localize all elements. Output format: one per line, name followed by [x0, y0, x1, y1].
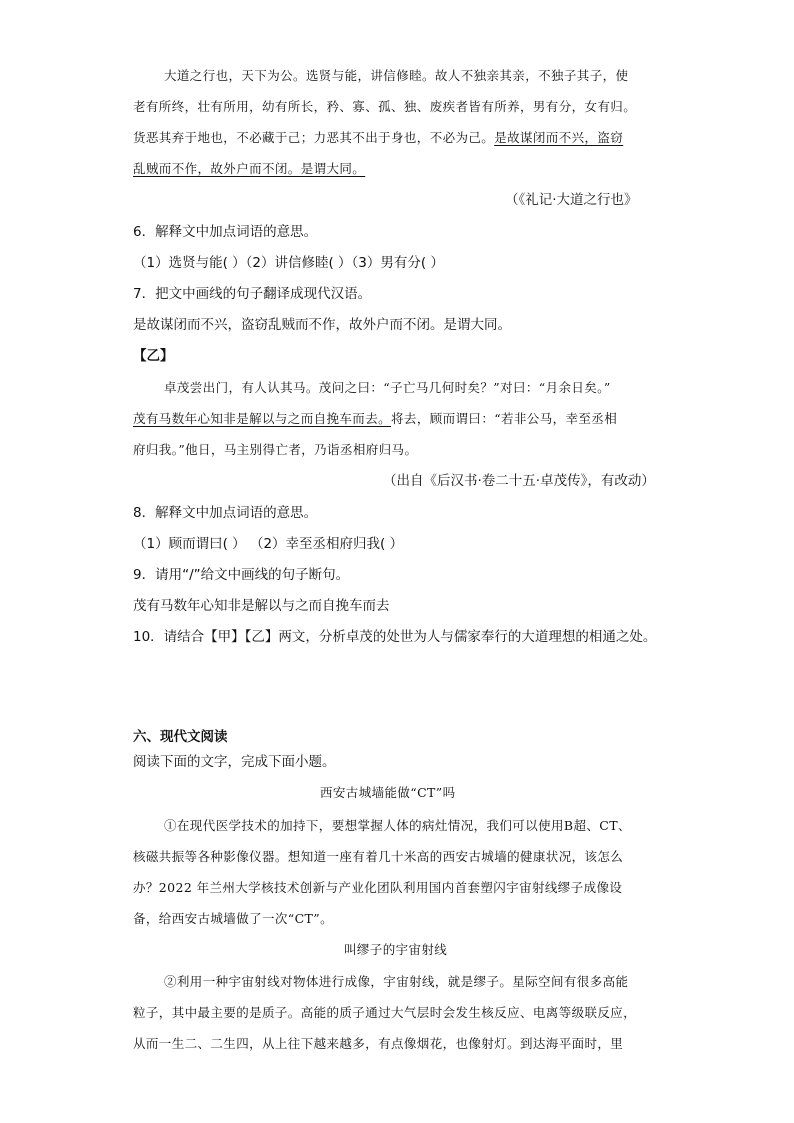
p2-line-3: 从而一生二、二生四，从上往下越来越多，有点像烟花，也像射灯。到达海平面时，里 — [133, 1036, 624, 1051]
yi-line-2 — [133, 413, 617, 426]
q6-items: （1）选贤与能( ）（2）讲信修睦( ）（3）男有分( ） — [133, 255, 444, 271]
p1-line-3: 办？2022 年兰州大学核技术创新与产业化团队利用国内首套塑闪宇宙射线缪子成像设 — [133, 880, 623, 895]
article-title: 西安古城墙能做“CT”吗 — [320, 785, 456, 800]
q6-title: 6．解释文中加点词语的意思。 — [133, 224, 318, 240]
section6-heading: 六、现代文阅读 — [133, 729, 228, 745]
q7-title: 7．把文中画线的句子翻译成现代汉语。 — [133, 286, 372, 302]
p1-line-4: 备，给西安古城墙做了一次“CT”。 — [133, 911, 333, 926]
yi-line-1: 卓茂尝出门，有人认其马。茂问之曰：“子亡马几何时矣？”对曰：“月余日矣。” — [164, 380, 611, 395]
q8-items: （1）顾而谓曰( ） （2）幸至丞相府归我( ） — [133, 536, 404, 552]
q8-title: 8．解释文中加点词语的意思。 — [133, 505, 318, 521]
q10-title: 10．请结合【甲】【乙】两文，分析卓茂的处世为人与儒家奉行的大道理想的相通之处。 — [133, 629, 657, 645]
jia-line-2: 老有所终，壮有所用，幼有所长，矜、寡、孤、独、废疾者皆有所养，男有分，女有归。 — [133, 99, 637, 114]
yi-line-3: 府归我。”他日，马主别得亡者，乃诣丞相府归马。 — [133, 442, 418, 457]
jia-line-3-underlined: 是故谋闭而不兴，盗窃 — [494, 130, 624, 145]
jia-line-3-plain: 货恶其弃于地也，不必藏于己；力恶其不出于身也，不必为己。 — [133, 130, 495, 145]
yi-source: （出自《后汉书·卷二十五·卓茂传》，有改动） — [383, 473, 655, 489]
jia-line-3 — [133, 132, 623, 145]
p1-line-2: 核磁共振等各种影像仪器。想知道一座有着几十米高的西安古城墙的健康状况，该怎么 — [133, 849, 624, 864]
p2-line-1: ②利用一种宇宙射线对物体进行成像，宇宙射线，就是缪子。星际空间有很多高能 — [164, 974, 629, 989]
p2-line-2: 粒子，其中最主要的是质子。高能的质子通过大气层时会发生核反应、电离等级联反应， — [133, 1005, 637, 1020]
yi-line-2-plain: 将去，顾而谓曰：“若非公马，幸至丞相 — [391, 411, 618, 426]
jia-line-1: 大道之行也，天下为公。选贤与能，讲信修睦。故人不独亲其亲，不独子其子，使 — [164, 68, 629, 83]
q7-sentence: 是故谋闭而不兴，盗窃乱贼而不作，故外户而不闭。是谓大同。 — [133, 317, 511, 333]
p1-line-1: ①在现代医学技术的加持下，要想掌握人体的病灶情况，我们可以使用B超、CT、 — [164, 818, 631, 833]
article-subtitle: 叫缪子的宇宙射线 — [344, 942, 448, 957]
yi-line-2-underlined: 茂有马数年心知非是解以与之而自挽车而去。 — [133, 411, 392, 426]
jia-line-4-underlined: 乱贼而不作，故外户而不闭。是谓大同。 — [133, 161, 366, 176]
q9-sentence: 茂有马数年心知非是解以与之而自挽车而去 — [133, 598, 390, 614]
yi-label: 【乙】 — [133, 348, 174, 364]
jia-source: （《礼记·大道之行也》 — [505, 192, 638, 208]
q9-title: 9．请用“/”给文中画线的句子断句。 — [133, 567, 350, 583]
section6-instruction: 阅读下面的文字，完成下面小题。 — [133, 754, 336, 770]
